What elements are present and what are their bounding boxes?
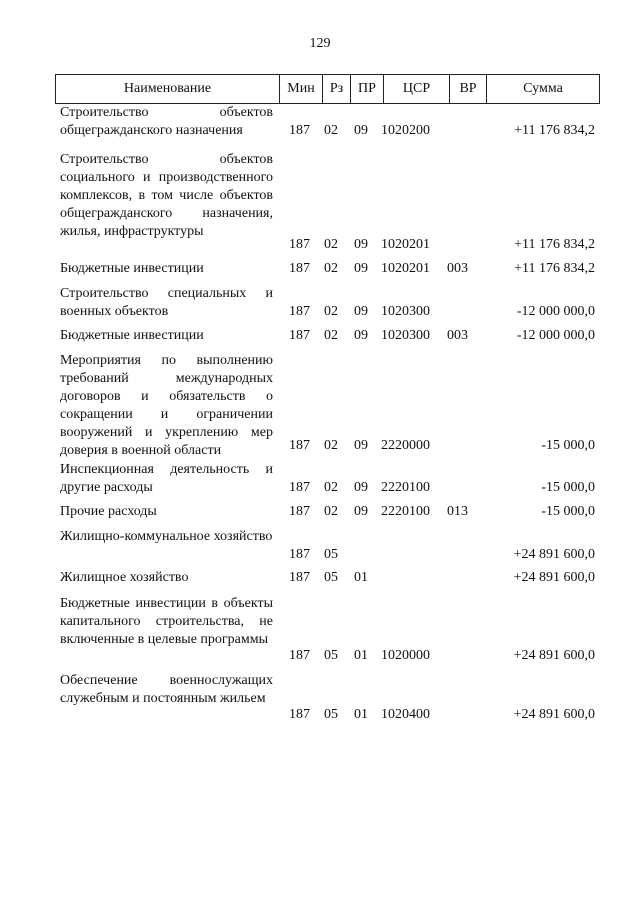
row-min: 187 bbox=[289, 648, 310, 663]
row-csr: 1020300 bbox=[381, 304, 430, 319]
row-name: Бюджетные инвестиции bbox=[60, 328, 204, 343]
table-row bbox=[60, 285, 595, 321]
row-rz: 05 bbox=[324, 648, 338, 663]
row-pr: 09 bbox=[354, 261, 368, 276]
row-name: Обеспечение военнослужащих служебным и постоянным жильем bbox=[60, 673, 273, 706]
row-pr: 09 bbox=[354, 438, 368, 453]
row-min: 187 bbox=[289, 261, 310, 276]
row-pr: 09 bbox=[354, 480, 368, 495]
table-header bbox=[55, 74, 600, 104]
row-sum: -15 000,0 bbox=[541, 504, 595, 519]
column-header-rz: Рз bbox=[322, 75, 350, 103]
column-header-vr: ВР bbox=[449, 75, 486, 103]
table-row bbox=[60, 260, 595, 278]
table-row bbox=[60, 528, 595, 564]
row-rz: 05 bbox=[324, 570, 338, 585]
row-csr: 1020300 bbox=[381, 328, 430, 343]
row-csr: 1020200 bbox=[381, 123, 430, 138]
row-sum: +11 176 834,2 bbox=[514, 237, 595, 252]
column-header-pr: ПР bbox=[350, 75, 383, 103]
row-rz: 05 bbox=[324, 707, 338, 722]
column-header-min: Мин bbox=[279, 75, 322, 103]
table-row bbox=[60, 104, 595, 140]
row-pr: 09 bbox=[354, 123, 368, 138]
row-vr: 013 bbox=[447, 504, 468, 519]
row-name: Инспекционная деятельность и другие расходы bbox=[60, 462, 273, 495]
row-min: 187 bbox=[289, 480, 310, 495]
row-pr: 01 bbox=[354, 707, 368, 722]
row-min: 187 bbox=[289, 123, 310, 138]
table-row bbox=[60, 352, 595, 460]
row-name: Мероприятия по выполнению требований международных договоров и обязательств о сокращении и ограничении вооружений и укреплению мер доверия в военной области bbox=[60, 353, 273, 458]
column-header-sum: Сумма bbox=[486, 75, 599, 103]
row-min: 187 bbox=[289, 237, 310, 252]
row-sum: -12 000 000,0 bbox=[516, 304, 595, 319]
row-min: 187 bbox=[289, 504, 310, 519]
row-min: 187 bbox=[289, 707, 310, 722]
table-row bbox=[60, 327, 595, 345]
row-name: Строительство объектов общегражданского назначения bbox=[60, 105, 273, 138]
row-rz: 02 bbox=[324, 261, 338, 276]
row-sum: +24 891 600,0 bbox=[513, 707, 595, 722]
column-header-csr: ЦСР bbox=[383, 75, 449, 103]
table-row bbox=[60, 151, 595, 259]
row-csr: 2220100 bbox=[381, 480, 430, 495]
row-rz: 02 bbox=[324, 438, 338, 453]
row-rz: 05 bbox=[324, 547, 338, 562]
row-rz: 02 bbox=[324, 504, 338, 519]
row-name: Строительство объектов социального и производственного комплексов, в том числе объектов общегражданского назначения, жилья, инфраструктуры bbox=[60, 152, 273, 239]
row-sum: +24 891 600,0 bbox=[513, 648, 595, 663]
table-row bbox=[60, 461, 595, 497]
row-vr: 003 bbox=[447, 261, 468, 276]
row-sum: -12 000 000,0 bbox=[516, 328, 595, 343]
table-row bbox=[60, 595, 595, 667]
column-header-name: Наименование bbox=[123, 81, 212, 96]
row-csr: 2220100 bbox=[381, 504, 430, 519]
row-name: Прочие расходы bbox=[60, 504, 157, 519]
row-csr: 1020201 bbox=[381, 261, 430, 276]
row-name: Жилищно-коммунальное хозяйство bbox=[60, 529, 273, 544]
row-rz: 02 bbox=[324, 123, 338, 138]
row-pr: 09 bbox=[354, 328, 368, 343]
row-min: 187 bbox=[289, 547, 310, 562]
row-name: Строительство специальных и военных объектов bbox=[60, 286, 273, 319]
row-sum: -15 000,0 bbox=[541, 438, 595, 453]
row-name: Жилищное хозяйство bbox=[60, 570, 189, 585]
row-csr: 2220000 bbox=[381, 438, 430, 453]
row-sum: +24 891 600,0 bbox=[513, 570, 595, 585]
row-csr: 1020000 bbox=[381, 648, 430, 663]
row-rz: 02 bbox=[324, 480, 338, 495]
row-sum: -15 000,0 bbox=[541, 480, 595, 495]
row-name: Бюджетные инвестиции в объекты капитального строительства, не включенные в целевые программы bbox=[60, 596, 273, 647]
table-row bbox=[60, 569, 595, 587]
row-rz: 02 bbox=[324, 304, 338, 319]
row-min: 187 bbox=[289, 438, 310, 453]
row-name: Бюджетные инвестиции bbox=[60, 261, 204, 276]
row-vr: 003 bbox=[447, 328, 468, 343]
row-pr: 09 bbox=[354, 504, 368, 519]
row-rz: 02 bbox=[324, 328, 338, 343]
row-sum: +11 176 834,2 bbox=[514, 123, 595, 138]
page-number: 129 bbox=[309, 36, 331, 51]
row-pr: 09 bbox=[354, 237, 368, 252]
table-row bbox=[60, 503, 595, 521]
table-row bbox=[60, 672, 595, 726]
row-rz: 02 bbox=[324, 237, 338, 252]
row-pr: 09 bbox=[354, 304, 368, 319]
row-csr: 1020201 bbox=[381, 237, 430, 252]
row-pr: 01 bbox=[354, 570, 368, 585]
row-pr: 01 bbox=[354, 648, 368, 663]
row-min: 187 bbox=[289, 304, 310, 319]
row-sum: +11 176 834,2 bbox=[514, 261, 595, 276]
row-min: 187 bbox=[289, 570, 310, 585]
row-min: 187 bbox=[289, 328, 310, 343]
row-csr: 1020400 bbox=[381, 707, 430, 722]
row-sum: +24 891 600,0 bbox=[513, 547, 595, 562]
